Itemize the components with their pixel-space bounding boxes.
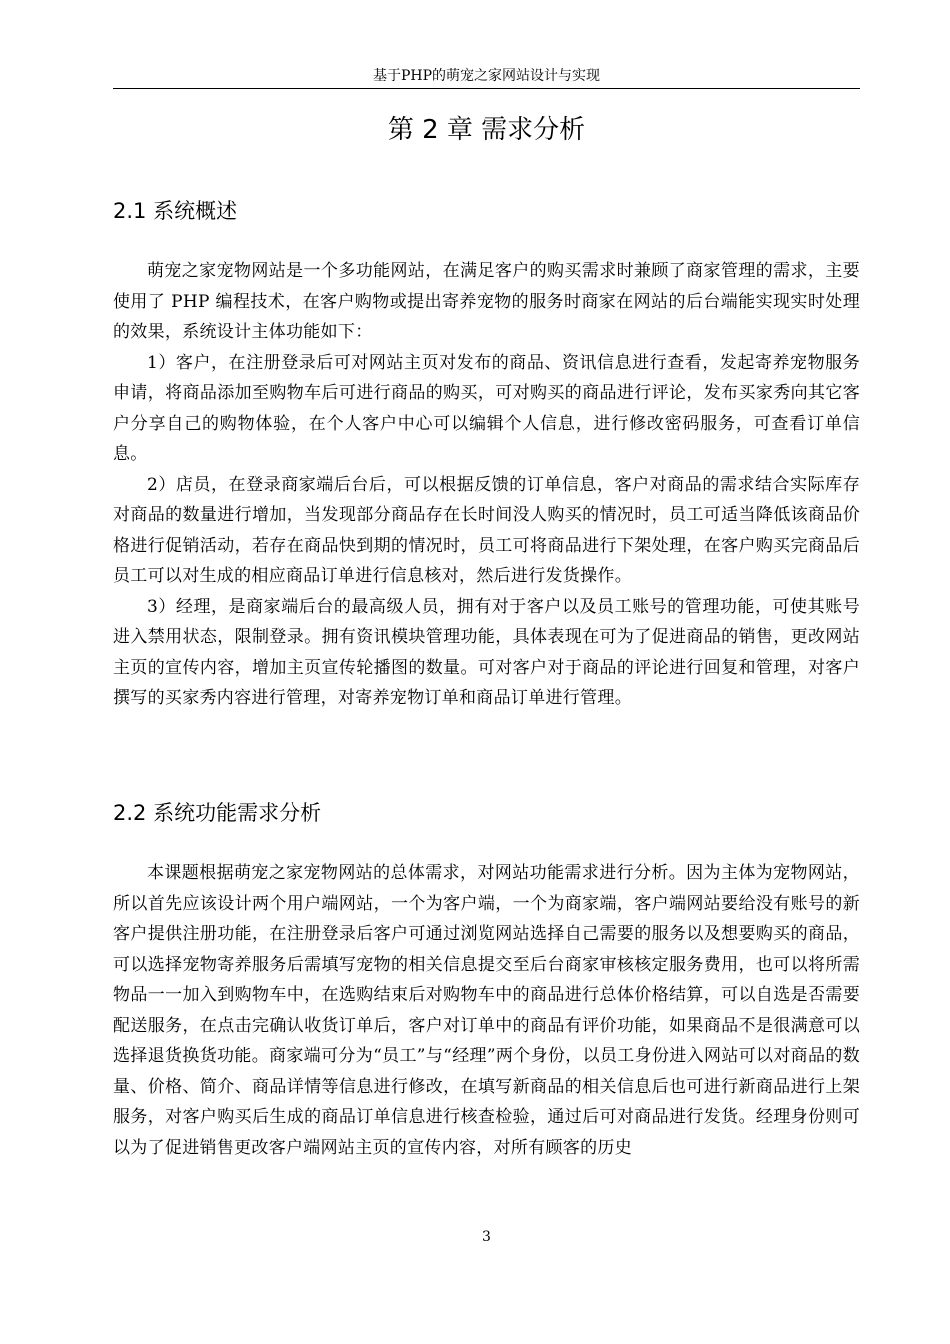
header-rule [113,88,860,89]
chapter-title: 第 2 章 需求分析 [387,115,586,145]
section-heading-2-2: 2.2 系统功能需求分析 [113,801,322,825]
paragraph: 3）经理，是商家端后台的最高级人员，拥有对于客户以及员工账号的管理功能，可使其账号进入禁用状态，限制登录。拥有资讯模块管理功能，具体表现在可为了促进商品的销售，更改网站主页的宣传内容，增加主页宣传轮播图的数量。可对客户对于商品的评论进行回复和管理，对客户撰写的买家秀内容进行管理，对寄养宠物订单和商品订单进行管理。 [113,596,860,708]
section-2-2-body [113,858,860,1163]
paragraph: 本课题根据萌宠之家宠物网站的总体需求，对网站功能需求进行分析。因为主体为宠物网站，所以首先应该设计两个用户端网站，一个为客户端，一个为商家端，客户端网站要给没有账号的新客户提供注册功能，在注册登录后客户可通过浏览网站选择自己需要的服务以及想要购买的商品，可以选择宠物寄养服务后需填写宠物的相关信息提交至后台商家审核核定服务费用，也可以将所需物品一一加入到购物车中，在选购结束后对购物车中的商品进行总体价格结算，可以自选是否需要配送服务，在点击完确认收货订单后，客户对订单中的商品有评价功能，如果商品不是很满意可以选择退货换货功能。商家端可分为“员工”与“经理”两个身份，以员工身份进入网站可以对商品的数量、价格、简介、商品详情等信息进行修改，在填写新商品的相关信息后也可进行新商品进行上架服务，对客户购买后生成的商品订单信息进行核查检验，通过后可对商品进行发货。经理身份则可以为了促进销售更改客户端网站主页的宣传内容，对所有顾客的历史 [113,863,860,1158]
paragraph: 萌宠之家宠物网站是一个多功能网站，在满足客户的购买需求时兼顾了商家管理的需求，主要使用了 PHP 编程技术，在客户购物或提出寄养宠物的服务时商家在网站的后台端能实现实时处理的效果，系统设计主体功能如下： [113,261,860,342]
section-2-1-body [113,256,860,714]
running-header: 基于PHP的萌宠之家网站设计与实现 [372,68,601,84]
paragraph: 2）店员，在登录商家端后台后，可以根据反馈的订单信息，客户对商品的需求结合实际库存对商品的数量进行增加，当发现部分商品存在长时间没人购买的情况时，员工可适当降低该商品价格进行促销活动，若存在商品快到期的情况时，员工可将商品进行下架处理，在客户购买完商品后员工可以对生成的相应商品订单进行信息核对，然后进行发货操作。 [113,474,860,586]
section-heading-2-1: 2.1 系统概述 [113,199,238,223]
paragraph: 1）客户，在注册登录后可对网站主页对发布的商品、资讯信息进行查看，发起寄养宠物服务申请，将商品添加至购物车后可进行商品的购买，可对购买的商品进行评论，发布买家秀向其它客户分享自己的购物体验，在个人客户中心可以编辑个人信息，进行修改密码服务，可查看订单信息。 [113,352,860,464]
page-number: 3 [482,1229,491,1245]
